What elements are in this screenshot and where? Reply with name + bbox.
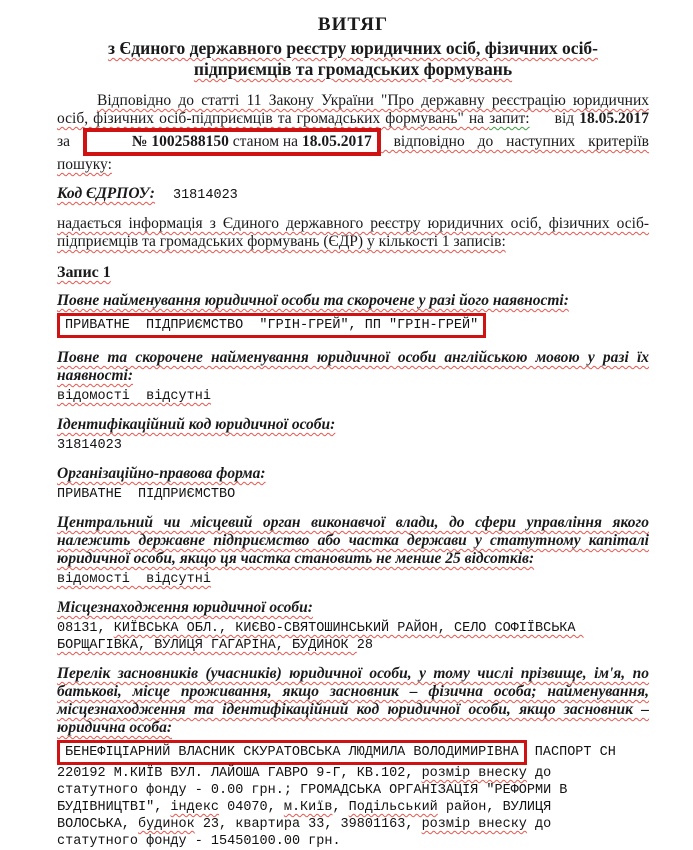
field-founders xyxy=(57,665,649,850)
beneficiary-highlight-box xyxy=(57,740,527,765)
result-note-paragraph: надається інформація з Єдиного державного реєстру юридичних осіб, фізичних осіб-підприємців та громадських формувань (ЄДР) у кількості 1 записів: xyxy=(57,215,649,250)
edrpou-code-value: 31814023 xyxy=(172,188,238,203)
location-value xyxy=(57,620,649,654)
request-date: 18.05.2017 xyxy=(579,110,649,127)
founders-segment: будинок xyxy=(138,817,195,832)
state-authority-value: відомості відсутні xyxy=(57,572,211,587)
founders-value xyxy=(57,740,627,850)
founders-segment: до статутного фонду - 15450100.00 грн. xyxy=(57,817,560,849)
founders-segment: індекс xyxy=(170,800,220,815)
founders-segment: ПАСПОРТ СН 220192 М.КИЇВ ВУЛ. ЛАЙОША ГАВРО 9-Г, КВ.102, xyxy=(57,745,624,781)
company-name-text: ПРИВАТНЕ ПІДПРИЄМСТВО "ГРІН-ГРЕЙ", ПП "ГРІН-ГРЕЙ" xyxy=(65,318,479,333)
field-legal-form xyxy=(57,465,649,503)
english-name-label: Повне та скорочене найменування юридичної особи англійською мовою у разі їх наявності: xyxy=(57,349,649,384)
founders-segment: Подільський xyxy=(348,800,438,815)
founders-label: Перелік засновників (учасників) юридичної особи, у тому числі прізвище, ім'я, по батькові, місце проживання, якщо засновник – фізична особа; найменування, місцезнаходження та ідентифікаційний код юридичної особи, якщо засновник – юридична особа: xyxy=(57,665,649,736)
field-state-authority xyxy=(57,514,649,588)
founders-segment: , xyxy=(332,800,349,815)
intro-za-label: за xyxy=(57,133,83,150)
intro-lead-text: Відповідно до статті 11 Закону України "Про державну реєстрацію юридичних осіб, фізичних осіб-підприємців та громадських формувань" на xyxy=(57,92,649,127)
intro-from-label: від xyxy=(549,110,580,127)
company-name-highlight-box xyxy=(57,313,486,338)
founders-segment: 04070, xyxy=(219,800,284,815)
founders-segment: розмір внеску xyxy=(421,817,527,832)
founders-segment: район, ВУЛИЦЯ ВОЛОСЬКА, xyxy=(57,800,560,832)
field-id-code xyxy=(57,416,649,454)
request-number: № 1002588150 xyxy=(131,133,229,150)
location-label: Місцезнаходження юридичної особи: xyxy=(57,599,313,616)
location-building-number: 28 xyxy=(356,638,373,653)
search-criteria-row xyxy=(57,185,649,204)
location-postal-code: 08131, xyxy=(57,621,114,636)
english-name-value: відомості відсутні xyxy=(57,389,211,404)
intro-tail-text: відповідно до наступних критеріїв пошуку: xyxy=(57,133,649,173)
founders-segment: м.Київ xyxy=(283,800,333,815)
document-subtitle: з Єдиного державного реєстру юридичних осіб, фізичних осіб-підприємців та громадських формувань xyxy=(107,38,599,79)
intro-paragraph xyxy=(57,92,649,174)
id-code-value: 31814023 xyxy=(57,438,122,453)
document-title: ВИТЯГ xyxy=(317,14,389,35)
intro-request-word: запит: xyxy=(489,110,530,127)
location-address-text: КИЇВСЬКА ОБЛ., КИЄВО-СВЯТОШИНСЬКИЙ РАЙОН, СЕЛО СОФІЇВСЬКА БОРЩАГІВКА, ВУЛИЦЯ ГАГАРІНА, БУДИНОК xyxy=(57,621,584,653)
full-name-value xyxy=(57,313,649,338)
legal-form-label: Організаційно-правова форма: xyxy=(57,465,266,482)
id-code-label: Ідентифікаційний код юридичної особи: xyxy=(57,416,336,433)
state-authority-label: Центральний чи місцевий орган виконавчої влади, до сфери управління якого належить державне підприємство або частка держави у статутному капіталі юридичної особи, якщо ця частка становить не менше 25 відсотків: xyxy=(57,514,649,567)
field-full-name xyxy=(57,292,649,338)
founders-segment: до статутного фонду - 0.00 грн.; ГРОМАДСЬКА ОРГАНІЗАЦІЯ "РЕФОРМИ В БУДІВНИЦТВІ", xyxy=(57,766,576,815)
full-name-label: Повне найменування юридичної особи та скорочене у разі його наявності: xyxy=(57,292,569,309)
founders-segment: розмір внеску xyxy=(421,766,527,781)
founders-segment: 23, квартира 33, 39801163, xyxy=(194,817,422,832)
edrpou-code-label: Код ЄДРПОУ: xyxy=(57,185,155,202)
as-of-date: 18.05.2017 xyxy=(301,133,372,150)
legal-form-value: ПРИВАТНЕ ПІДПРИЄМСТВО xyxy=(57,487,236,502)
record-heading: Запис 1 xyxy=(57,264,111,281)
as-of-label: станом на xyxy=(228,133,302,150)
field-location xyxy=(57,599,649,654)
field-english-name xyxy=(57,349,649,405)
beneficiary-owner-text: БЕНЕФІЦІАРНИЙ ВЛАСНИК СКУРАТОВСЬКА ЛЮДМИЛА ВОЛОДИМИРІВНА xyxy=(65,745,519,760)
request-number-highlight-box xyxy=(83,128,381,156)
